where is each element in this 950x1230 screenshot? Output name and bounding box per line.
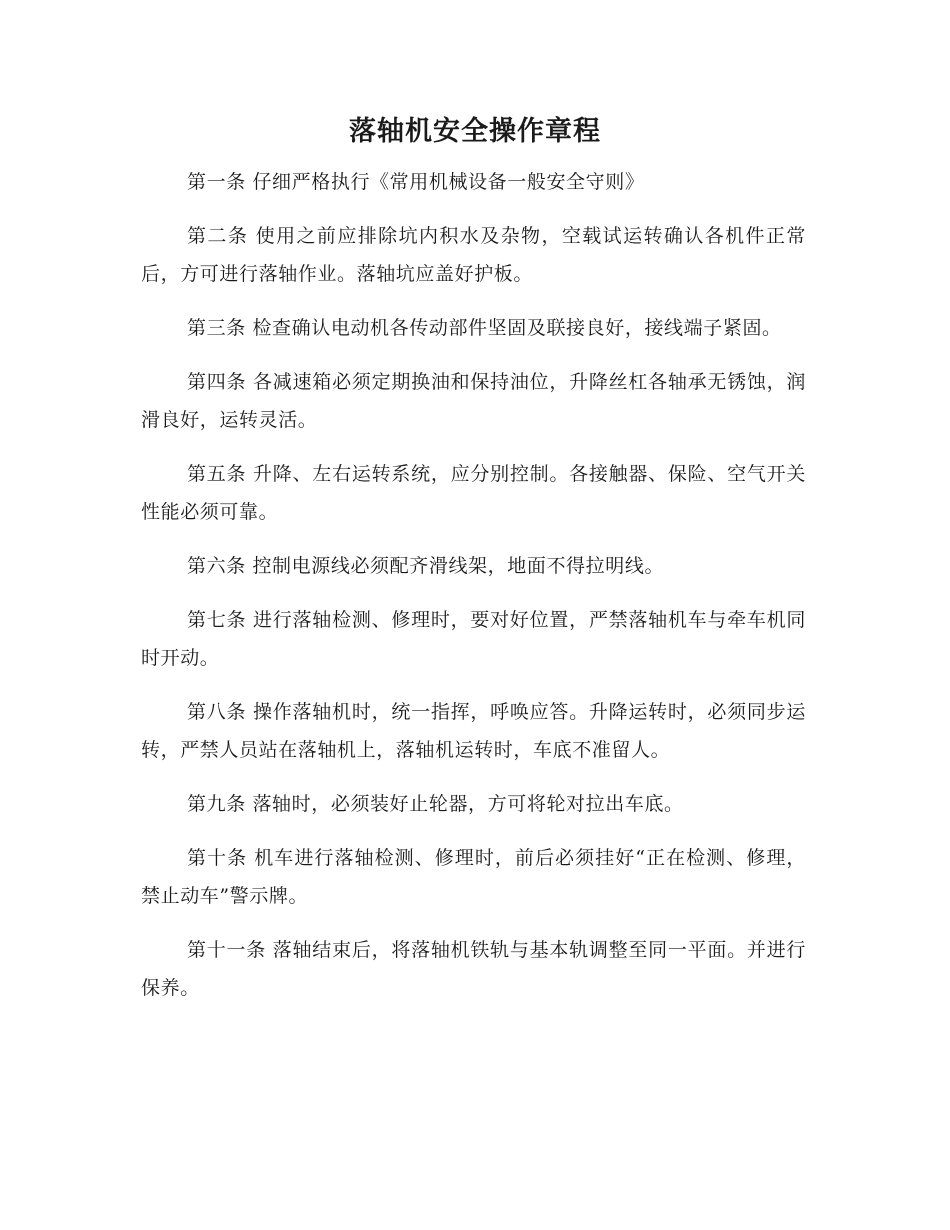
article-7: 第七条 进行落轴检测、修理时，要对好位置，严禁落轴机车与牵车机同时开动。 bbox=[141, 609, 806, 669]
article-5: 第五条 升降、左右运转系统，应分别控制。各接触器、保险、空气开关性能必须可靠。 bbox=[141, 463, 806, 523]
article-3: 第三条 检查确认电动机各传动部件坚固及联接良好，接线端子紧固。 bbox=[187, 317, 782, 339]
article-10: 第十条 机车进行落轴检测、修理时，前后必须挂好“正在检测、修理，禁止动车”警示牌。 bbox=[141, 847, 806, 907]
article-9: 第九条 落轴时，必须装好止轮器，方可将轮对拉出车底。 bbox=[187, 793, 684, 815]
article-8: 第八条 操作落轴机时，统一指挥，呼唤应答。升降运转时，必须同步运转，严禁人员站在落轴机上，落轴机运转时，车底不准留人。 bbox=[141, 701, 806, 761]
article-4: 第四条 各减速箱必须定期换油和保持油位，升降丝杠各轴承无锈蚀，润滑良好，运转灵活。 bbox=[141, 371, 806, 431]
document-title: 落轴机安全操作章程 bbox=[349, 116, 601, 147]
document-body bbox=[141, 163, 806, 1023]
article-1: 第一条 仔细严格执行《常用机械设备一般安全守则》 bbox=[187, 171, 645, 193]
article-2: 第二条 使用之前应排除坑内积水及杂物，空载试运转确认各机件正常后，方可进行落轴作业。落轴坑应盖好护板。 bbox=[141, 225, 806, 285]
article-11: 第十一条 落轴结束后，将落轴机铁轨与基本轨调整至同一平面。并进行保养。 bbox=[141, 939, 806, 999]
article-6: 第六条 控制电源线必须配齐滑线架，地面不得拉明线。 bbox=[187, 555, 665, 577]
